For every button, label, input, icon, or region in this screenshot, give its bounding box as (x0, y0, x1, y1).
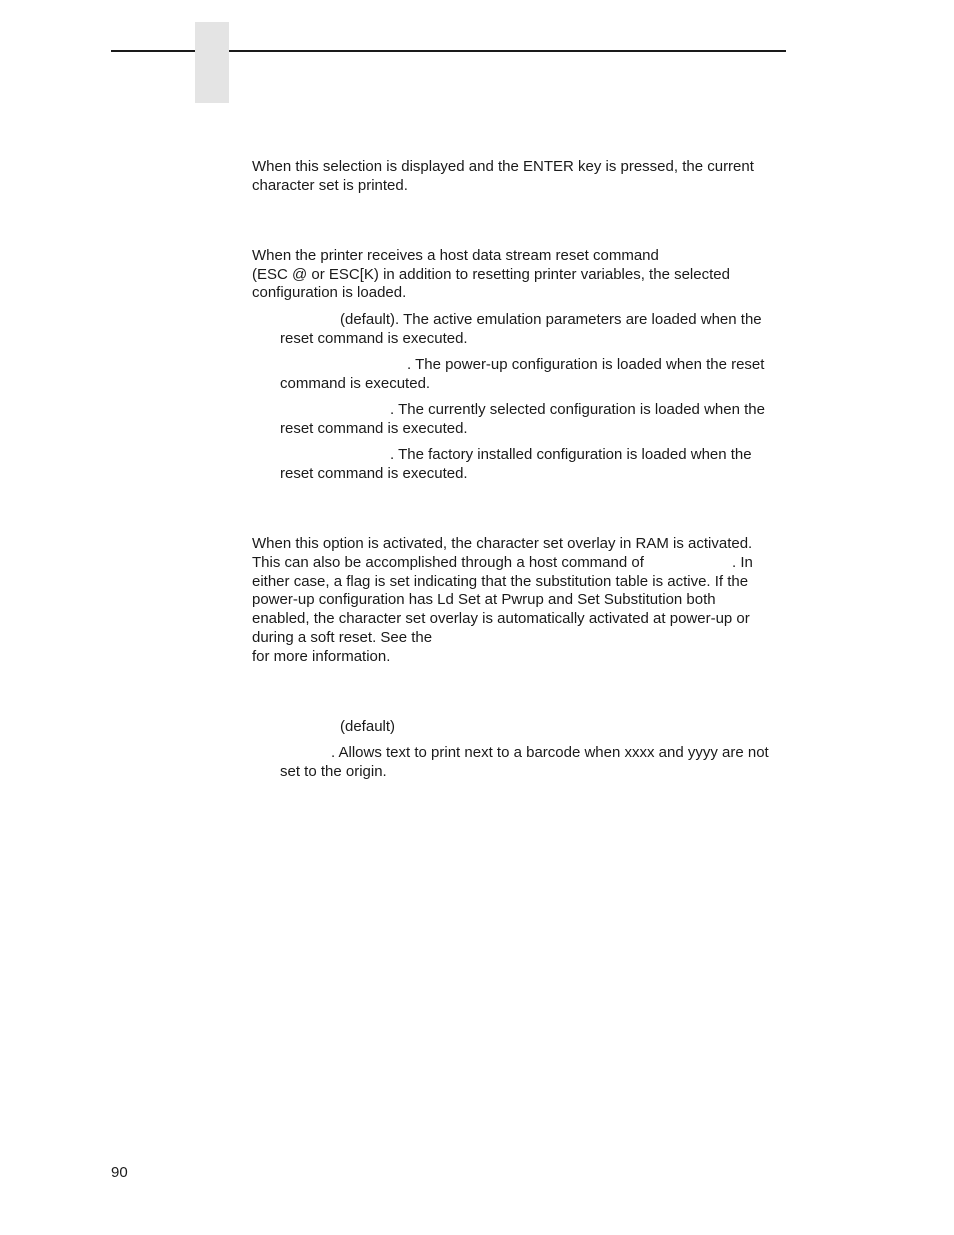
reset-cmd-text-2: (ESC @ or ESC[K) in addition to resetting printer variables, the selected (252, 266, 730, 283)
substitution-text-4: power-up configuration has Ld Set at Pwrup and Set Substitution both (252, 591, 716, 608)
barcode-option-text-1: . Allows text to print next to a barcode when xxxx and yyyy are not (331, 744, 769, 761)
option-factory-text-1: . The factory installed configuration is loaded when the (390, 446, 752, 463)
option-current-text-2: reset command is executed. (280, 420, 468, 437)
header-rule-right (229, 50, 786, 52)
substitution-text-1: When this option is activated, the character set overlay in RAM is activated. (252, 535, 753, 552)
substitution-text-2b: . In (732, 554, 753, 571)
option-factory-text-2: reset command is executed. (280, 465, 468, 482)
substitution-text-6: during a soft reset. See the (252, 629, 433, 646)
print-charset-text-1: When this selection is displayed and the ENTER key is pressed, the current (252, 158, 754, 175)
page-number: 90 (111, 1164, 128, 1181)
option-powerup-text-2: command is executed. (280, 375, 431, 392)
substitution-text-3: either case, a flag is set indicating that the substitution table is active. If the (252, 573, 749, 590)
barcode-option-text-2: set to the origin. (280, 763, 387, 780)
barcode-option-default: (default) (340, 718, 396, 735)
option-emulation-text-1: (default). The active emulation parameters are loaded when the (340, 311, 762, 328)
chapter-tab (195, 22, 229, 103)
print-charset-text-2: character set is printed. (252, 177, 408, 194)
reset-cmd-text-3: configuration is loaded. (252, 284, 407, 301)
header-rule-left (111, 50, 195, 52)
substitution-text-2: This can also be accomplished through a host command of (252, 554, 644, 571)
option-current-text-1: . The currently selected configuration is loaded when the (390, 401, 765, 418)
substitution-text-5: enabled, the character set overlay is automatically activated at power-up or (252, 610, 750, 627)
reset-cmd-text-1: When the printer receives a host data stream reset command (252, 247, 659, 264)
substitution-text-7: for more information. (252, 648, 391, 665)
option-emulation-text-2: reset command is executed. (280, 330, 468, 347)
option-powerup-text-1: . The power-up configuration is loaded when the reset (407, 356, 765, 373)
